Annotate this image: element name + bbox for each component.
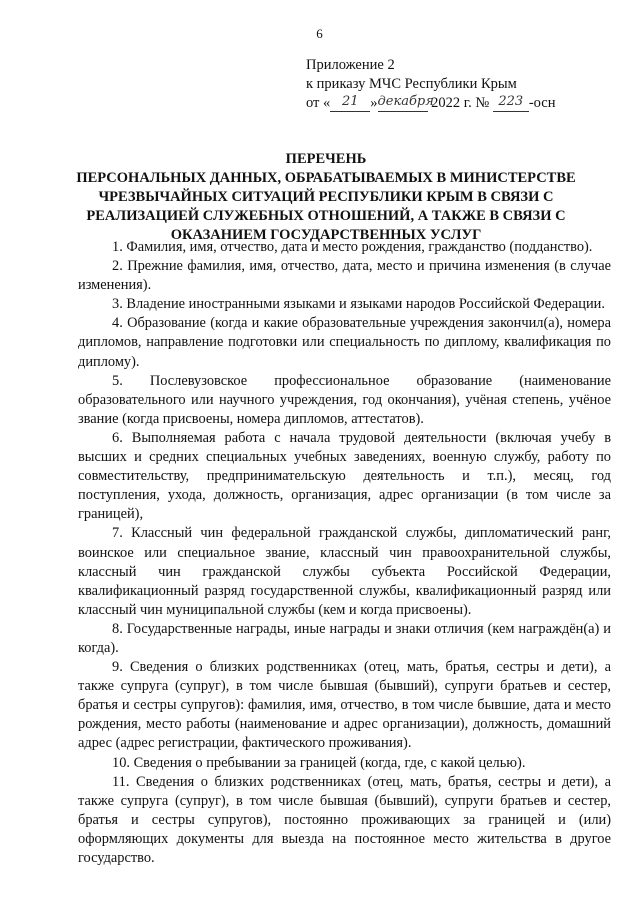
document-title [70, 150, 582, 245]
date-prefix: от « [306, 95, 331, 111]
quote-close: » [370, 95, 378, 111]
list-item: 10. Сведения о пребывании за границей (когда, где, с какой целью). [112, 754, 526, 771]
order-suffix: -осн [528, 95, 556, 111]
list-item: 5. Послевузовское профессиональное образование (наименование образовательного или научного учреждения, год окончания), учёная степень, учёное звание (когда присвоены, номера дипломов, аттестатов). [78, 372, 611, 427]
order-year: 2022 г. № [431, 95, 490, 111]
appendix-block [306, 56, 631, 113]
title-line: РЕАЛИЗАЦИЕЙ СЛУЖЕБНЫХ ОТНОШЕНИЙ, А ТАКЖЕ В СВЯЗИ С [86, 208, 566, 224]
title-line: ПЕРЕЧЕНЬ [285, 151, 367, 167]
list-item: 3. Владение иностранными языками и языками народов Российской Федерации. [112, 296, 605, 313]
document-body [78, 238, 611, 868]
handwritten-day: 21 [330, 96, 370, 112]
title-line: ОКАЗАНИЕМ ГОСУДАРСТВЕННЫХ УСЛУГ [170, 227, 482, 243]
appendix-label: Приложение 2 [306, 57, 395, 73]
title-line: ПЕРСОНАЛЬНЫХ ДАННЫХ, ОБРАБАТЫВАЕМЫХ В МИНИСТЕРСТВЕ [76, 170, 576, 186]
order-date-number [306, 94, 631, 113]
list-item: 8. Государственные награды, иные награды и знаки отличия (кем награждён(а) и когда). [78, 620, 611, 656]
page-number: 6 [316, 26, 323, 41]
list-item: 9. Сведения о близких родственниках (отец, мать, братья, сестры и дети), а также супруга (супруг), в том числе бывшая (бывший), супруги братьев и сестер, братья и сестры супругов): фамилия, имя, отчество, в том числе бывшие, дата и место рождения, место работы (наименование и адрес организации), должность, домашний адрес (адрес регистрации, фактического проживания). [78, 659, 611, 752]
list-item: 4. Образование (когда и какие образовательные учреждения закончил(а), номера дипломов, направление подготовки или специальность по диплому, квалификация по диплому). [78, 315, 611, 370]
list-item: 2. Прежние фамилия, имя, отчество, дата, место и причина изменения (в случае изменения). [78, 258, 611, 294]
list-item: 1. Фамилия, имя, отчество, дата и место рождения, гражданство (подданство). [112, 239, 593, 255]
title-line: ЧРЕЗВЫЧАЙНЫХ СИТУАЦИЙ РЕСПУБЛИКИ КРЫМ В СВЯЗИ С [98, 189, 554, 205]
list-item: 7. Классный чин федеральной гражданской службы, дипломатический ранг, воинское или специальное звание, классный чин правоохранительной службы, классный чин гражданской службы субъекта Российской Федерации, квалификационный разряд государственной службы, квалификационный разряд или классный чин муниципальной службы (кем и когда присвоены). [78, 525, 611, 618]
order-reference: к приказу МЧС Республики Крым [306, 76, 517, 92]
handwritten-order-number: 223 [493, 96, 529, 112]
handwritten-month: декабря [378, 96, 428, 112]
list-item: 6. Выполняемая работа с начала трудовой деятельности (включая учебу в высших и средних специальных учебных заведениях, военную службу, работу по совместительству, предпринимательскую деятельность и т.п.), месяц, год поступления, ухода, должность, организация, адрес организации (в том числе за границей), [78, 429, 611, 523]
list-item: 11. Сведения о близких родственниках (отец, мать, братья, сестры и дети), а также супруга (супруг), в том числе бывшая (бывший), супруги братьев и сестер, братья и сестры супругов), постоянно проживающих за границей и (или) оформляющих документы для выезда на постоянное место жительства в другое государство. [78, 773, 611, 866]
